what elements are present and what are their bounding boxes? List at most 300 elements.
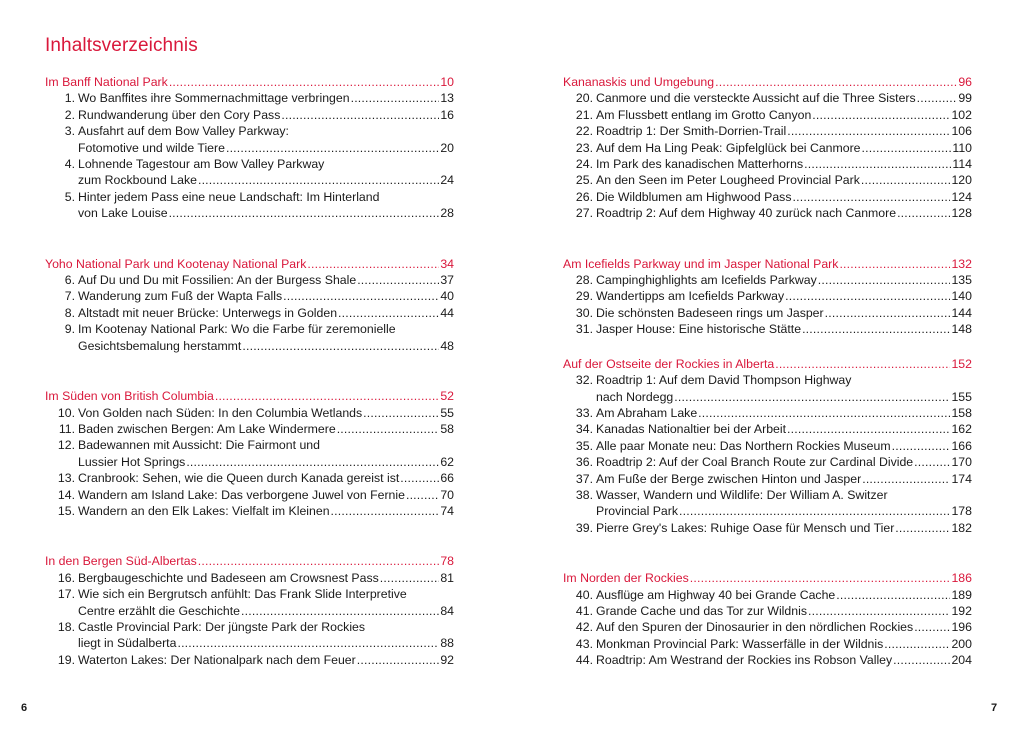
entry-title: Roadtrip 1: Der Smith-Dorrien-Trail <box>596 124 787 139</box>
toc-entry[interactable] <box>563 438 972 454</box>
entry-title: liegt in Südalberta <box>78 636 177 651</box>
dot-leader <box>895 520 950 536</box>
entry-title-line <box>78 421 454 437</box>
entry-page-number: 74 <box>440 503 454 518</box>
dot-leader <box>836 587 950 603</box>
dot-leader <box>775 356 950 372</box>
dot-leader <box>674 389 950 405</box>
dot-leader <box>892 438 951 454</box>
entry-title: Castle Provincial Park: Der jüngste Park der Rockies <box>78 619 366 634</box>
toc-entry[interactable] <box>45 570 454 586</box>
entry-number: 14. <box>57 487 75 502</box>
toc-entry[interactable] <box>45 437 454 470</box>
entry-body <box>596 487 972 520</box>
toc-entry[interactable] <box>45 272 454 288</box>
entry-body <box>596 454 972 470</box>
entry-body <box>596 305 972 321</box>
entry-title-line <box>78 619 454 635</box>
dot-leader <box>186 454 439 470</box>
entry-body <box>78 487 454 503</box>
entry-body <box>78 107 454 123</box>
toc-entry[interactable] <box>563 321 972 337</box>
entry-title: Rundwanderung über den Cory Pass <box>78 107 281 122</box>
entry-body <box>596 438 972 454</box>
toc-entry[interactable] <box>45 156 454 189</box>
entry-title-line <box>596 123 972 139</box>
toc-entry[interactable] <box>563 487 972 520</box>
entry-number: 2. <box>64 107 75 122</box>
entry-title: Wanderung zum Fuß der Wapta Falls <box>78 289 283 304</box>
toc-entry[interactable] <box>45 305 454 321</box>
entry-body <box>78 405 454 421</box>
entry-title: Lussier Hot Springs <box>78 454 186 469</box>
toc-entry[interactable] <box>45 107 454 123</box>
dot-leader <box>884 636 950 652</box>
entry-title: Badewannen mit Aussicht: Die Fairmont und <box>78 438 320 453</box>
entry-title: Die schönsten Badeseen rings um Jasper <box>596 305 824 320</box>
entry-title: Wandern am Island Lake: Das verborgene Juwel von Fernie <box>78 487 405 502</box>
entry-page-number: 37 <box>440 273 454 288</box>
entry-title: Roadtrip 2: Auf der Coal Branch Route zur Cardinal Divide <box>596 455 914 470</box>
toc-entry[interactable] <box>563 156 972 172</box>
entry-page-number: 48 <box>440 338 454 353</box>
dot-leader <box>338 305 439 321</box>
section-page-number: 52 <box>440 389 454 404</box>
entry-title-line <box>78 652 454 668</box>
toc-entry[interactable] <box>45 470 454 486</box>
entry-body <box>596 603 972 619</box>
toc-entry[interactable] <box>563 652 972 668</box>
toc-entry[interactable] <box>45 405 454 421</box>
entry-page-number: 62 <box>440 454 454 469</box>
entry-title: Fotomotive und wilde Tiere <box>78 140 225 155</box>
toc-entry[interactable] <box>45 321 454 354</box>
dot-leader <box>169 205 440 221</box>
dot-leader <box>787 421 950 437</box>
entry-title-line <box>596 421 972 437</box>
dot-leader <box>679 503 950 519</box>
entry-number: 28. <box>575 273 593 288</box>
dot-leader <box>917 90 958 106</box>
entry-title-line <box>78 437 454 453</box>
entry-title-line <box>78 288 454 304</box>
dot-leader <box>690 570 951 586</box>
entry-number: 20. <box>575 91 593 106</box>
entry-body <box>78 272 454 288</box>
section-heading[interactable] <box>45 74 454 90</box>
toc-section <box>563 570 972 668</box>
entry-number: 43. <box>575 636 593 651</box>
entry-page-number: 144 <box>951 305 972 320</box>
toc-entry[interactable] <box>563 421 972 437</box>
section-page-number: 152 <box>951 356 972 371</box>
toc-entry[interactable] <box>563 372 972 405</box>
entry-title-line <box>596 288 972 304</box>
entry-page-number: 162 <box>951 422 972 437</box>
entry-page-number: 81 <box>440 570 454 585</box>
entry-number: 35. <box>575 438 593 453</box>
entry-title-line <box>596 603 972 619</box>
dot-leader <box>787 123 950 139</box>
entry-title: Am Flussbett entlang im Grotto Canyon <box>596 107 812 122</box>
dot-leader <box>715 74 957 90</box>
toc-column-right <box>563 74 972 669</box>
entry-number: 8. <box>64 305 75 320</box>
entry-number: 16. <box>57 570 75 585</box>
entry-title: Jasper House: Eine historische Stätte <box>596 322 802 337</box>
toc-entry[interactable] <box>45 421 454 437</box>
section-heading-text: Im Banff National Park <box>45 75 168 89</box>
entry-title: Waterton Lakes: Der Nationalpark nach dem Feuer <box>78 652 356 667</box>
entry-body <box>596 636 972 652</box>
toc-entry[interactable] <box>45 189 454 222</box>
entry-title: Baden zwischen Bergen: Am Lake Windermere <box>78 421 336 436</box>
entry-body <box>78 652 454 668</box>
section-heading[interactable] <box>563 74 972 90</box>
entry-title: zum Rockbound Lake <box>78 173 197 188</box>
entry-number: 31. <box>575 322 593 337</box>
entry-title-line <box>78 272 454 288</box>
entry-title: Auf Du und Du mit Fossilien: An der Burgess Shale <box>78 273 357 288</box>
entry-page-number: 166 <box>951 438 972 453</box>
entry-page-number: 110 <box>952 140 972 155</box>
entry-title: Auf den Spuren der Dinosaurier in den nördlichen Rockies <box>596 620 914 635</box>
entry-title-line <box>78 586 454 602</box>
dot-leader <box>226 140 439 156</box>
entry-page-number: 99 <box>958 91 972 106</box>
entry-page-number: 158 <box>951 405 972 420</box>
entry-number: 7. <box>64 289 75 304</box>
toc-entry[interactable] <box>45 586 454 619</box>
entry-body <box>78 305 454 321</box>
entry-number: 10. <box>57 405 75 420</box>
entry-number: 6. <box>64 273 75 288</box>
section-spacer <box>45 519 454 553</box>
entry-title: Am Fuße der Berge zwischen Hinton und Jasper <box>596 471 862 486</box>
entry-title-line <box>596 487 972 503</box>
entry-number: 38. <box>575 487 593 502</box>
entry-page-number: 66 <box>440 471 454 486</box>
entry-title-line <box>78 205 454 221</box>
toc-entry[interactable] <box>563 205 972 221</box>
dot-leader <box>839 256 950 272</box>
entry-title-line <box>596 321 972 337</box>
entry-title: Grande Cache und das Tor zur Wildnis <box>596 603 807 618</box>
entry-title-line <box>596 205 972 221</box>
toc-entry[interactable] <box>563 107 972 123</box>
entry-number: 3. <box>64 124 75 139</box>
dot-leader <box>802 321 950 337</box>
section-spacer <box>45 222 454 256</box>
section-heading[interactable] <box>45 553 454 569</box>
entry-title: Ausfahrt auf dem Bow Valley Parkway: <box>78 124 289 139</box>
section-page-number: 34 <box>440 256 454 271</box>
section-heading[interactable] <box>45 256 454 272</box>
entry-page-number: 155 <box>951 389 972 404</box>
entry-page-number: 174 <box>951 471 972 486</box>
toc-entry[interactable] <box>563 288 972 304</box>
entry-number: 23. <box>575 140 593 155</box>
entry-body <box>78 421 454 437</box>
entry-title-line <box>78 470 454 486</box>
entry-title-line <box>78 305 454 321</box>
entry-title-line <box>78 635 454 651</box>
entry-page-number: 189 <box>951 587 972 602</box>
dot-leader <box>337 421 440 437</box>
entry-page-number: 40 <box>440 289 454 304</box>
toc-entry[interactable] <box>563 90 972 106</box>
entry-page-number: 140 <box>951 289 972 304</box>
entry-title-line <box>596 471 972 487</box>
entry-title-line <box>596 520 972 536</box>
entry-title: Am Abraham Lake <box>596 405 698 420</box>
entry-body <box>596 471 972 487</box>
entry-title: Wie sich ein Bergrutsch anfühlt: Das Frank Slide Interpretive <box>78 587 407 602</box>
entry-number: 24. <box>575 157 593 172</box>
dot-leader <box>406 487 439 503</box>
toc-entry[interactable] <box>563 123 972 139</box>
entry-title-line <box>596 587 972 603</box>
entry-title: Wandertipps am Icefields Parkway <box>596 289 785 304</box>
entry-title: Cranbrook: Sehen, wie die Queen durch Kanada gereist ist <box>78 471 400 486</box>
entry-number: 22. <box>575 124 593 139</box>
entry-page-number: 44 <box>440 305 454 320</box>
entry-title: Campinghighlights am Icefields Parkway <box>596 273 817 288</box>
entry-number: 4. <box>64 157 75 172</box>
entry-number: 26. <box>575 189 593 204</box>
toc-entry[interactable] <box>563 636 972 652</box>
entry-number: 36. <box>575 455 593 470</box>
toc-entry[interactable] <box>45 619 454 652</box>
entry-title: Roadtrip 1: Auf dem David Thompson Highway <box>596 373 852 388</box>
entry-body <box>78 90 454 106</box>
entry-number: 9. <box>64 322 75 337</box>
toc-entry[interactable] <box>563 603 972 619</box>
toc-entry[interactable] <box>563 305 972 321</box>
entry-body <box>596 189 972 205</box>
entry-page-number: 55 <box>440 405 454 420</box>
entry-title: Hinter jedem Pass eine neue Landschaft: Im Hinterland <box>78 189 380 204</box>
entry-page-number: 204 <box>951 653 972 668</box>
toc-entry[interactable] <box>563 619 972 635</box>
entry-page-number: 88 <box>440 636 454 651</box>
entry-title: Ausflüge am Highway 40 bei Grande Cache <box>596 587 836 602</box>
dot-leader <box>862 140 952 156</box>
entry-title: Roadtrip: Am Westrand der Rockies ins Robson Valley <box>596 653 893 668</box>
entry-number: 27. <box>575 206 593 221</box>
entry-title-line <box>78 570 454 586</box>
entry-title: Canmore und die versteckte Aussicht auf die Three Sisters <box>596 91 916 106</box>
entry-page-number: 120 <box>951 173 972 188</box>
section-heading-text: Am Icefields Parkway und im Jasper National Park <box>563 256 839 271</box>
dot-leader <box>792 189 950 205</box>
entry-title-line <box>596 140 972 156</box>
entry-title: Gesichtsbemalung herstammt <box>78 338 242 353</box>
entry-number: 30. <box>575 305 593 320</box>
entry-body <box>596 107 972 123</box>
entry-body <box>78 156 454 189</box>
section-page-number: 10 <box>440 75 454 89</box>
entry-number: 17. <box>57 587 75 602</box>
entry-title: Im Park des kanadischen Matterhorns <box>596 157 804 172</box>
entry-number: 37. <box>575 471 593 486</box>
entry-title: Wasser, Wandern und Wildlife: Der William A. Switzer <box>596 487 888 502</box>
dot-leader <box>400 470 439 486</box>
entry-body <box>78 586 454 619</box>
toc-entry[interactable] <box>45 288 454 304</box>
entry-page-number: 124 <box>951 189 972 204</box>
entry-title-line <box>596 389 972 405</box>
toc-entry[interactable] <box>563 140 972 156</box>
page-number-right: 7 <box>991 702 998 714</box>
entry-number: 1. <box>64 91 75 106</box>
entry-body <box>596 205 972 221</box>
toc-entry[interactable] <box>563 172 972 188</box>
entry-title-line <box>596 189 972 205</box>
page-title: Inhaltsverzeichnis <box>45 35 198 56</box>
section-heading-text: Im Norden der Rockies <box>563 571 689 586</box>
dot-leader <box>380 570 440 586</box>
entry-page-number: 13 <box>440 91 454 106</box>
entry-title-line <box>596 272 972 288</box>
entry-title: nach Nordegg <box>596 389 674 404</box>
entry-page-number: 24 <box>440 173 454 188</box>
entry-title-line <box>78 487 454 503</box>
entry-body <box>78 288 454 304</box>
entry-page-number: 178 <box>951 504 972 519</box>
entry-page-number: 70 <box>440 487 454 502</box>
entry-number: 11. <box>58 421 75 436</box>
entry-page-number: 135 <box>951 273 972 288</box>
section-spacer <box>563 338 972 356</box>
toc-entry[interactable] <box>45 123 454 156</box>
dot-leader <box>241 603 439 619</box>
toc-section <box>563 356 972 536</box>
section-heading-text: Im Süden von British Columbia <box>45 389 214 404</box>
section-heading[interactable] <box>563 356 972 372</box>
section-spacer <box>563 222 972 256</box>
entry-title-line <box>596 405 972 421</box>
section-page-number: 186 <box>951 571 972 586</box>
dot-leader <box>242 338 439 354</box>
toc-section <box>45 74 454 222</box>
entry-title-line <box>78 189 454 205</box>
entry-body <box>596 90 972 106</box>
dot-leader <box>804 156 951 172</box>
dot-leader <box>825 305 951 321</box>
entry-page-number: 128 <box>951 206 972 221</box>
entry-body <box>596 520 972 536</box>
entry-page-number: 192 <box>951 603 972 618</box>
entry-body <box>78 123 454 156</box>
toc-entry[interactable] <box>45 90 454 106</box>
entry-title-line <box>596 90 972 106</box>
dot-leader <box>862 471 950 487</box>
entry-number: 12. <box>57 438 75 453</box>
entry-body <box>78 437 454 470</box>
entry-title: Wandern an den Elk Lakes: Vielfalt im Kleinen <box>78 503 330 518</box>
toc-entry[interactable] <box>563 454 972 470</box>
entry-title-line <box>78 107 454 123</box>
dot-leader <box>357 652 440 668</box>
entry-page-number: 182 <box>951 520 972 535</box>
dot-leader <box>818 272 951 288</box>
entry-title-line <box>596 636 972 652</box>
entry-title: Im Kootenay National Park: Wo die Farbe für zeremonielle <box>78 322 396 337</box>
entry-title-line <box>78 454 454 470</box>
entry-page-number: 200 <box>951 636 972 651</box>
entry-page-number: 196 <box>951 620 972 635</box>
entry-title-line <box>78 321 454 337</box>
dot-leader <box>331 503 440 519</box>
entry-title: Monkman Provincial Park: Wasserfälle in der Wildnis <box>596 636 884 651</box>
toc-entry[interactable] <box>563 471 972 487</box>
entry-body <box>596 172 972 188</box>
entry-title: Kanadas Nationaltier bei der Arbeit <box>596 422 787 437</box>
section-heading-text: Yoho National Park und Kootenay National Park <box>45 256 307 271</box>
entry-number: 44. <box>575 653 593 668</box>
entry-title: Roadtrip 2: Auf dem Highway 40 zurück nach Canmore <box>596 206 897 221</box>
entry-title-line <box>596 619 972 635</box>
dot-leader <box>169 74 440 90</box>
entry-title: Lohnende Tagestour am Bow Valley Parkway <box>78 157 325 172</box>
dot-leader <box>808 603 950 619</box>
toc-entry[interactable] <box>45 503 454 519</box>
entry-body <box>596 156 972 172</box>
entry-page-number: 92 <box>440 652 454 667</box>
entry-number: 33. <box>575 405 593 420</box>
entry-title: Centre erzählt die Geschichte <box>78 603 240 618</box>
entry-number: 32. <box>575 373 593 388</box>
entry-title: Provincial Park <box>596 504 679 519</box>
entry-page-number: 114 <box>952 157 972 172</box>
dot-leader <box>283 288 439 304</box>
entry-title-line <box>596 652 972 668</box>
entry-title-line <box>596 503 972 519</box>
toc-entry[interactable] <box>563 189 972 205</box>
entry-body <box>596 272 972 288</box>
section-spacer <box>45 354 454 388</box>
entry-title: Pierre Grey's Lakes: Ruhige Oase für Mensch und Tier <box>596 520 895 535</box>
entry-title: Die Wildblumen am Highwood Pass <box>596 189 792 204</box>
toc-entry[interactable] <box>45 487 454 503</box>
entry-title-line <box>596 454 972 470</box>
section-heading[interactable] <box>563 256 972 272</box>
toc-entry[interactable] <box>563 272 972 288</box>
entry-body <box>596 123 972 139</box>
entry-number: 15. <box>57 503 75 518</box>
entry-title-line <box>78 503 454 519</box>
dot-leader <box>698 405 950 421</box>
toc-section <box>45 553 454 668</box>
section-heading[interactable] <box>563 570 972 586</box>
entry-title-line <box>78 90 454 106</box>
entry-title-line <box>596 107 972 123</box>
toc-entry[interactable] <box>563 520 972 536</box>
entry-body <box>78 321 454 354</box>
entry-title: Alle paar Monate neu: Das Northern Rockies Museum <box>596 438 891 453</box>
dot-leader <box>215 388 439 404</box>
section-heading[interactable] <box>45 388 454 404</box>
entry-title-line <box>78 338 454 354</box>
entry-body <box>596 587 972 603</box>
toc-entry[interactable] <box>45 652 454 668</box>
entry-body <box>78 503 454 519</box>
toc-entry[interactable] <box>563 405 972 421</box>
entry-title-line <box>596 372 972 388</box>
entry-number: 34. <box>575 422 593 437</box>
toc-entry[interactable] <box>563 587 972 603</box>
